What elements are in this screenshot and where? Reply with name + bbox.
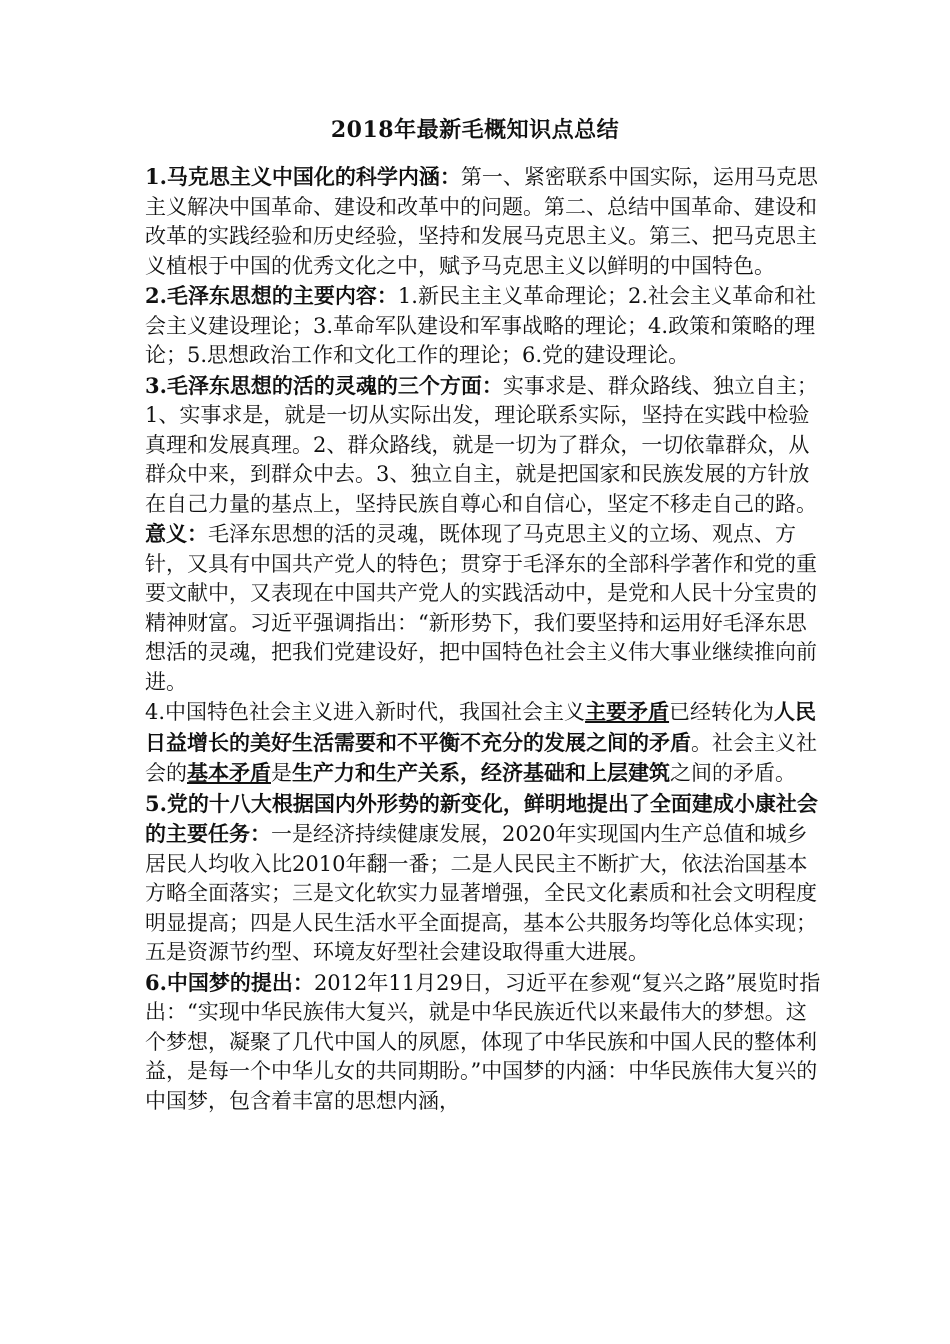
section-3 <box>145 371 825 698</box>
section-1-heading: 1.马克思主义中国化的科学内涵： <box>145 164 461 189</box>
section-5 <box>145 789 825 968</box>
section-4-basic-contradiction: 基本矛盾 <box>187 760 271 785</box>
section-3-significance-text: 毛泽东思想的活的灵魂，既体现了马克思主义的立场、观点、方针，又具有中国共产党人的特色；贯穿于毛泽东的全部科学著作和党的重要文献中，又表现在中国共产党人的实践活动中，是党和人民十分宝贵的精神财富。习近平强调指出：“新形势下，我们要坚持和运用好毛泽东思想活的灵魂，把我们党建设好，把中国特色社会主义伟大事业继续推向前进。 <box>145 522 817 694</box>
section-4-part-3: 。社会主义社会的 <box>145 730 817 785</box>
section-1-text: 第一、紧密联系中国实际，运用马克思主义解决中国革命、建设和改革中的问题。第二、总结中国革命、建设和改革的实践经验和历史经验，坚持和发展马克思主义。第三、把马克思主义植根于中国的优秀文化之中，赋予马克思主义以鲜明的中国特色。 <box>145 165 818 278</box>
document-title: 2018年最新毛概知识点总结 <box>330 117 620 143</box>
section-5-heading: 5.党的十八大根据国内外形势的新变化，鲜明地提出了全面建成小康社会的主要任务： <box>145 790 818 846</box>
section-4 <box>145 697 825 789</box>
section-5-text: 一是经济持续健康发展，2020年实现国内生产总值和城乡居民人均收入比2010年翻一番；二是人民民主不断扩大，依法治国基本方略全面落实；三是文化软实力显著增强，全民文化素质和社会文明程度明显提高；四是人民生活水平全面提高，基本公共服务均等化总体实现；五是资源节约型、环境友好型社会建设取得重大进展。 <box>145 822 817 964</box>
section-6-text: 2012年11月29日，习近平在参观“复兴之路”展览时指出：“实现中华民族伟大复兴，就是中华民族近代以来最伟大的梦想。这个梦想，凝聚了几代中国人的夙愿，体现了中华民族和中国人民的整体利益，是每一个中华儿女的共同期盼。”中国梦的内涵：中华民族伟大复兴的中国梦，包含着丰富的思想内涵， <box>145 970 821 1113</box>
section-4-part-4: 是 <box>271 761 292 785</box>
section-2-text: 1.新民主主义革命理论；2.社会主义革命和社会主义建设理论；3.革命军队建设和军事战略的理论；4.政策和策略的理论；5.思想政治工作和文化工作的理论；6.党的建设理论。 <box>145 284 816 367</box>
section-3-significance-heading: 意义： <box>145 521 208 546</box>
section-2-heading: 2.毛泽东思想的主要内容： <box>145 283 398 308</box>
section-4-part-2: 已经转化为 <box>669 700 775 724</box>
document-body <box>145 162 825 1116</box>
section-6-heading: 6.中国梦的提出： <box>145 969 314 995</box>
section-2 <box>145 281 825 371</box>
section-4-part-1: 4.中国特色社会主义进入新时代，我国社会主义 <box>145 700 586 724</box>
section-4-bold-2: 生产力和生产关系，经济基础和上层建筑 <box>292 760 670 785</box>
section-6 <box>145 968 825 1117</box>
section-4-part-5: 之间的矛盾。 <box>670 761 796 785</box>
section-3-text: 实事求是、群众路线、独立自主；1、实事求是，就是一切从实际出发，理论联系实际，坚持在实践中检验真理和发展真理。2、群众路线，就是一切为了群众，一切依靠群众，从群众中来，到群众中去。3、独立自主，就是把国家和民族发展的方针放在自己力量的基点上，坚持民族自尊心和自信心，坚定不移走自己的路。 <box>145 373 818 516</box>
section-4-main-contradiction: 主要矛盾 <box>585 699 670 724</box>
section-1 <box>145 162 825 281</box>
section-4-bold-1: 人民日益增长的美好生活需要和不平衡不充分的发展之间的矛盾 <box>145 699 817 755</box>
section-3-heading: 3.毛泽东思想的活的灵魂的三个方面： <box>145 372 503 398</box>
